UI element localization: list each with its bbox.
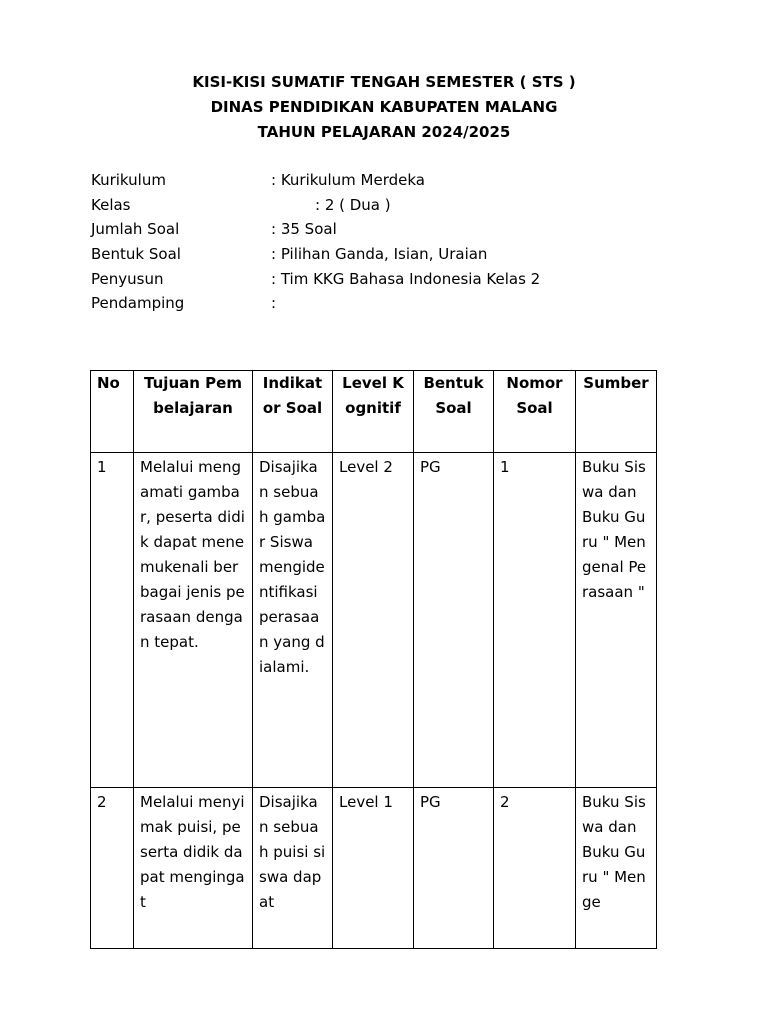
info-row-penyusun — [91, 267, 711, 292]
info-row-kurikulum — [91, 168, 711, 193]
info-value: : Tim KKG Bahasa Indonesia Kelas 2 — [271, 269, 541, 288]
header-no: No — [91, 371, 134, 453]
cell-indikator — [253, 788, 333, 949]
header-bentuk: Bentuk Soal — [414, 371, 494, 453]
document-title — [0, 70, 768, 145]
header-tujuan: Tujuan Pembelajaran — [134, 371, 253, 453]
info-label: Jumlah Soal — [91, 220, 180, 239]
cell-level: Level 2 — [333, 453, 414, 788]
header-indikator: Indikator Soal — [253, 371, 333, 453]
info-row-bentuk-soal — [91, 242, 711, 267]
cell-tujuan-text: Melalui menyimak puisi, peserta didik dapat mengingat — [140, 793, 245, 911]
cell-bentuk-text: PG — [420, 793, 441, 811]
info-value: : Kurikulum Merdeka — [271, 171, 425, 189]
cell-tujuan: Melalui mengamati gambar, peserta didik dapat menemukenali berbagai jenis perasaan dengan tepat. — [134, 453, 253, 788]
cell-bentuk — [414, 788, 494, 949]
cell-sumber: Buku Siswa dan Buku Guru " Mengenal Perasaan " — [576, 453, 657, 788]
cell-bentuk: PG — [414, 453, 494, 788]
table-header-row — [91, 371, 657, 453]
cell-level — [333, 788, 414, 949]
info-row-kelas — [91, 193, 711, 218]
info-value: : — [271, 294, 277, 313]
header-level: Level Kognitif — [333, 371, 414, 453]
header-nomor: Nomor Soal — [494, 371, 576, 453]
info-label: Pendamping — [91, 294, 185, 313]
info-value: : Pilihan Ganda, Isian, Uraian — [271, 245, 488, 264]
header-sumber: Sumber — [576, 371, 657, 453]
cell-no — [91, 788, 134, 949]
cell-nomor: 1 — [494, 453, 576, 788]
info-label: Kelas — [91, 195, 131, 214]
cell-tujuan — [134, 788, 253, 949]
cell-no: 1 — [91, 453, 134, 788]
info-section — [91, 168, 711, 316]
table-row — [91, 788, 657, 949]
cell-nomor — [494, 788, 576, 949]
kisi-kisi-table — [90, 370, 657, 949]
cell-sumber — [576, 788, 657, 949]
info-value: : 2 ( Dua ) — [315, 195, 391, 214]
title-line-2: DINAS PENDIDIKAN KABUPATEN MALANG — [210, 98, 558, 116]
title-line-1: KISI-KISI SUMATIF TENGAH SEMESTER ( STS ) — [192, 73, 576, 91]
cell-sumber-text: Buku Siswa dan Buku Guru " Menge — [582, 793, 646, 911]
title-line-3: TAHUN PELAJARAN 2024/2025 — [257, 123, 511, 141]
cell-nomor-text: 2 — [500, 793, 510, 811]
info-label: Penyusun — [91, 269, 164, 288]
info-row-jumlah-soal — [91, 217, 711, 242]
table-row — [91, 453, 657, 788]
cell-no-text: 2 — [97, 793, 107, 811]
info-value: : 35 Soal — [271, 220, 337, 239]
cell-level-text: Level 1 — [339, 793, 393, 811]
info-label: Kurikulum — [91, 171, 166, 189]
cell-indikator-text: Disajikan sebuah puisi siswa dapat — [259, 793, 326, 911]
cell-indikator: Disajikan sebuah gambar Siswa mengidentifikasi perasaan yang dialami. — [253, 453, 333, 788]
info-row-pendamping — [91, 291, 711, 316]
info-label: Bentuk Soal — [91, 245, 181, 264]
